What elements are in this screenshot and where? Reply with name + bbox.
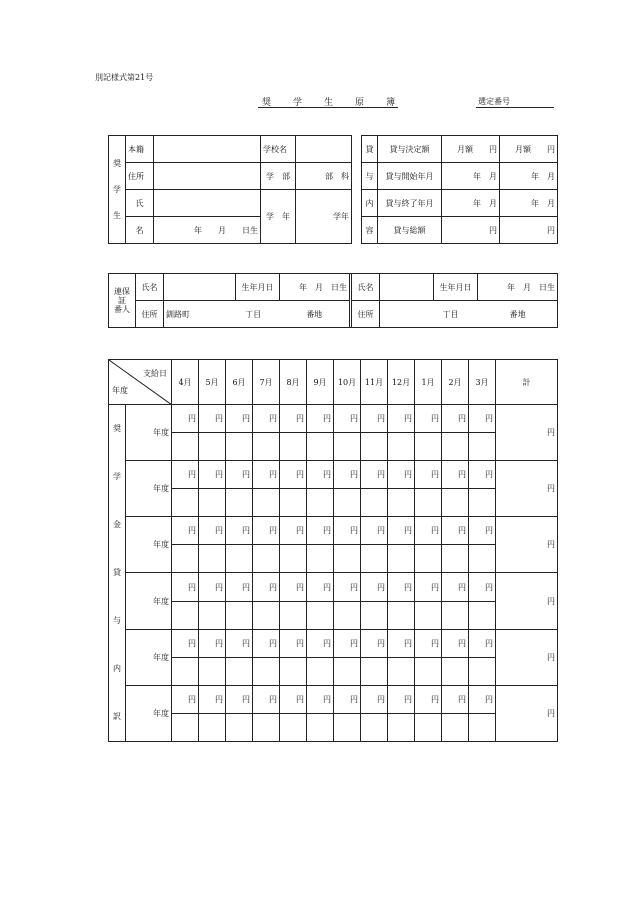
monthly-note-cell[interactable]: [442, 545, 469, 573]
town-name: 釧路町: [166, 309, 190, 319]
year-total-cell[interactable]: 円: [496, 405, 558, 461]
total-header: 計: [496, 360, 558, 405]
monthly-note-cell[interactable]: [172, 545, 199, 573]
loan-row-value-a: 年 月: [442, 163, 500, 190]
monthly-note-cell[interactable]: [172, 601, 199, 629]
fiscal-year-label: 年度: [126, 517, 172, 573]
monthly-amount-cell[interactable]: 円: [361, 685, 388, 713]
title-char: 奨: [262, 98, 272, 108]
monthly-amount-cell[interactable]: 円: [415, 461, 442, 489]
monthly-amount-cell[interactable]: 円: [280, 461, 307, 489]
student-table: [108, 135, 352, 244]
monthly-note-cell[interactable]: [442, 714, 469, 742]
banchi-label: 番地: [306, 309, 323, 319]
monthly-amount-cell[interactable]: 円: [226, 461, 253, 489]
monthly-note-cell[interactable]: [388, 714, 415, 742]
monthly-note-cell[interactable]: [388, 433, 415, 461]
monthly-note-cell[interactable]: [361, 433, 388, 461]
monthly-amount-cell[interactable]: 円: [307, 461, 334, 489]
honseki-label: 本籍: [126, 136, 154, 163]
side-char: 奨: [113, 424, 121, 434]
loan-table: [361, 135, 558, 244]
form-number: 別記様式第21号: [95, 73, 154, 82]
honseki-field[interactable]: [154, 136, 261, 163]
monthly-note-cell[interactable]: [415, 601, 442, 629]
monthly-amount-cell[interactable]: 円: [280, 405, 307, 433]
title-char: 簿: [386, 98, 396, 108]
monthly-amount-cell[interactable]: 円: [280, 517, 307, 545]
selection-number-label: 選定番号: [478, 97, 510, 106]
monthly-note-cell[interactable]: [469, 545, 496, 573]
monthly-note-cell[interactable]: [199, 433, 226, 461]
guarantor2-birth-label: 生年月日: [434, 274, 478, 301]
monthly-amount-cell[interactable]: 円: [226, 517, 253, 545]
title-underline: [258, 107, 398, 108]
monthly-note-cell[interactable]: [469, 657, 496, 685]
monthly-note-cell[interactable]: [226, 433, 253, 461]
side-char: 貸: [113, 568, 121, 578]
title-char: 学: [293, 98, 303, 108]
monthly-amount-cell[interactable]: 円: [442, 405, 469, 433]
monthly-note-cell[interactable]: [253, 489, 280, 517]
monthly-note-cell[interactable]: [172, 489, 199, 517]
grade-label: 学 年: [261, 190, 296, 244]
monthly-note-cell[interactable]: [469, 601, 496, 629]
monthly-note-cell[interactable]: [280, 657, 307, 685]
monthly-amount-cell[interactable]: 円: [307, 685, 334, 713]
monthly-amount-cell[interactable]: 円: [388, 573, 415, 601]
monthly-note-cell[interactable]: [361, 545, 388, 573]
side-char: 生: [113, 210, 121, 220]
student-side-label: [109, 136, 126, 244]
year-total-cell[interactable]: 円: [496, 517, 558, 573]
side-line: 証: [118, 296, 126, 305]
monthly-note-cell[interactable]: [280, 489, 307, 517]
address-field[interactable]: [154, 163, 261, 190]
month-header: 12月: [388, 360, 415, 405]
monthly-amount-cell[interactable]: 円: [226, 573, 253, 601]
month-header: 6月: [226, 360, 253, 405]
loan-row-value-a: 月額 円: [442, 136, 500, 163]
address-label: 住所: [126, 163, 154, 190]
monthly-note-cell[interactable]: [226, 657, 253, 685]
monthly-amount-cell[interactable]: 円: [307, 517, 334, 545]
monthly-note-cell[interactable]: [334, 714, 361, 742]
monthly-note-cell[interactable]: [253, 714, 280, 742]
loan-row-label: 貸与総額: [378, 217, 442, 244]
diagonal-line: [109, 360, 172, 405]
month-header: 7月: [253, 360, 280, 405]
monthly-amount-cell[interactable]: 円: [253, 685, 280, 713]
monthly-amount-cell[interactable]: 円: [442, 461, 469, 489]
monthly-note-cell[interactable]: [307, 714, 334, 742]
monthly-amount-cell[interactable]: 円: [334, 685, 361, 713]
guarantor-table: [108, 273, 558, 328]
header-corner: [109, 360, 172, 405]
monthly-note-cell[interactable]: [253, 601, 280, 629]
monthly-note-cell[interactable]: [199, 545, 226, 573]
loan-row-label: 貸与開始年月: [378, 163, 442, 190]
monthly-amount-cell[interactable]: 円: [226, 405, 253, 433]
monthly-note-cell[interactable]: [307, 433, 334, 461]
monthly-amount-cell[interactable]: 円: [199, 629, 226, 657]
monthly-amount-cell[interactable]: 円: [172, 405, 199, 433]
year-total-cell[interactable]: 円: [496, 461, 558, 517]
guarantor2-birth-value: 年 月 日生: [478, 274, 558, 301]
monthly-amount-cell[interactable]: 円: [172, 573, 199, 601]
fiscal-year-label: 年度: [126, 405, 172, 461]
month-header: 11月: [361, 360, 388, 405]
monthly-amount-cell[interactable]: 円: [388, 685, 415, 713]
monthly-amount-cell[interactable]: 円: [388, 517, 415, 545]
monthly-note-cell[interactable]: [334, 545, 361, 573]
monthly-amount-cell[interactable]: 円: [415, 573, 442, 601]
birth-date: 年 月 日生: [154, 217, 261, 244]
loan-row-value-a: 年 月: [442, 190, 500, 217]
monthly-amount-cell[interactable]: 円: [469, 685, 496, 713]
year-total-cell[interactable]: 円: [496, 573, 558, 629]
fiscal-year-label: 年度: [126, 629, 172, 685]
monthly-amount-cell[interactable]: 円: [172, 517, 199, 545]
monthly-note-cell[interactable]: [415, 657, 442, 685]
department-label: 部 科: [296, 163, 352, 190]
monthly-amount-cell[interactable]: 円: [442, 685, 469, 713]
chome-label: 丁目: [442, 309, 459, 319]
side-char: 与: [113, 616, 121, 626]
side-char: 学: [113, 184, 121, 194]
monthly-amount-cell[interactable]: 円: [361, 461, 388, 489]
header-payday-label: 支給日: [143, 369, 167, 378]
monthly-note-cell[interactable]: [415, 714, 442, 742]
side-char: 金: [113, 520, 121, 530]
monthly-note-cell[interactable]: [361, 489, 388, 517]
monthly-amount-cell[interactable]: 円: [334, 629, 361, 657]
payments-table: [108, 359, 558, 742]
monthly-note-cell[interactable]: [280, 433, 307, 461]
monthly-note-cell[interactable]: [253, 545, 280, 573]
loan-side-char: 容: [362, 217, 378, 244]
monthly-note-cell[interactable]: [388, 601, 415, 629]
monthly-note-cell[interactable]: [280, 545, 307, 573]
monthly-note-cell[interactable]: [469, 433, 496, 461]
monthly-note-cell[interactable]: [307, 489, 334, 517]
monthly-amount-cell[interactable]: 円: [253, 517, 280, 545]
guarantor-name-field[interactable]: [164, 274, 236, 301]
monthly-note-cell[interactable]: [199, 489, 226, 517]
loan-row-value-a: 円: [442, 217, 500, 244]
monthly-note-cell[interactable]: [334, 601, 361, 629]
monthly-amount-cell[interactable]: 円: [199, 685, 226, 713]
monthly-amount-cell[interactable]: 円: [199, 461, 226, 489]
side-char: 奨: [113, 158, 121, 168]
monthly-amount-cell[interactable]: 円: [307, 573, 334, 601]
monthly-amount-cell[interactable]: 円: [172, 685, 199, 713]
monthly-amount-cell[interactable]: 円: [334, 573, 361, 601]
monthly-note-cell[interactable]: [307, 545, 334, 573]
guarantor2-name-label: 氏名: [352, 274, 380, 301]
loan-row-value-b: 円: [500, 217, 558, 244]
monthly-note-cell[interactable]: [226, 601, 253, 629]
month-header: 10月: [334, 360, 361, 405]
monthly-note-cell[interactable]: [388, 657, 415, 685]
year-total-cell[interactable]: 円: [496, 629, 558, 685]
side-line: 番人: [114, 305, 130, 314]
monthly-amount-cell[interactable]: 円: [469, 405, 496, 433]
side-char: 内: [113, 664, 121, 674]
grade-field: 学年: [296, 190, 352, 244]
side-char: 訳: [113, 712, 121, 722]
title-char: 生: [324, 98, 334, 108]
monthly-amount-cell[interactable]: 円: [307, 405, 334, 433]
monthly-amount-cell[interactable]: 円: [415, 517, 442, 545]
monthly-amount-cell[interactable]: 円: [280, 685, 307, 713]
fiscal-year-label: 年度: [126, 685, 172, 741]
guarantor2-name-field[interactable]: [380, 274, 434, 301]
guarantor-address-field[interactable]: [164, 301, 350, 328]
monthly-note-cell[interactable]: [172, 657, 199, 685]
month-header: 2月: [442, 360, 469, 405]
payments-side-label: [109, 405, 126, 742]
monthly-amount-cell[interactable]: 円: [361, 629, 388, 657]
monthly-note-cell[interactable]: [415, 489, 442, 517]
monthly-note-cell[interactable]: [388, 489, 415, 517]
guarantor2-address-field[interactable]: [380, 301, 558, 328]
monthly-amount-cell[interactable]: 円: [361, 517, 388, 545]
monthly-note-cell[interactable]: [226, 545, 253, 573]
monthly-amount-cell[interactable]: 円: [280, 629, 307, 657]
loan-row-label: 貸与終了年月: [378, 190, 442, 217]
school-name-field[interactable]: [296, 136, 352, 163]
selection-number-field[interactable]: [476, 107, 554, 108]
month-header: 9月: [307, 360, 334, 405]
monthly-note-cell[interactable]: [361, 601, 388, 629]
month-header: 1月: [415, 360, 442, 405]
monthly-note-cell[interactable]: [199, 714, 226, 742]
monthly-amount-cell[interactable]: 円: [415, 405, 442, 433]
monthly-note-cell[interactable]: [199, 657, 226, 685]
month-header: 5月: [199, 360, 226, 405]
guarantor-name-label: 氏名: [136, 274, 164, 301]
name-label-2: 名: [126, 217, 154, 244]
fiscal-year-label: 年度: [126, 573, 172, 629]
guarantor-birth-value: 年 月 日生: [280, 274, 350, 301]
year-total-cell[interactable]: 円: [496, 685, 558, 741]
monthly-amount-cell[interactable]: 円: [172, 461, 199, 489]
monthly-amount-cell[interactable]: 円: [307, 629, 334, 657]
monthly-amount-cell[interactable]: 円: [361, 405, 388, 433]
monthly-amount-cell[interactable]: 円: [334, 405, 361, 433]
monthly-amount-cell[interactable]: 円: [388, 405, 415, 433]
monthly-amount-cell[interactable]: 円: [253, 573, 280, 601]
monthly-note-cell[interactable]: [415, 433, 442, 461]
monthly-note-cell[interactable]: [415, 545, 442, 573]
monthly-amount-cell[interactable]: 円: [388, 461, 415, 489]
title-char: 原: [355, 98, 365, 108]
month-header: 3月: [469, 360, 496, 405]
month-header: 8月: [280, 360, 307, 405]
faculty-label: 学 部: [261, 163, 296, 190]
monthly-note-cell[interactable]: [280, 714, 307, 742]
loan-side-char: 内: [362, 190, 378, 217]
guarantor-address-label: 住所: [136, 301, 164, 328]
monthly-note-cell[interactable]: [469, 489, 496, 517]
monthly-note-cell[interactable]: [280, 601, 307, 629]
guarantor-birth-label: 生年月日: [236, 274, 280, 301]
monthly-amount-cell[interactable]: 円: [469, 461, 496, 489]
monthly-amount-cell[interactable]: 円: [415, 629, 442, 657]
side-char: 学: [113, 472, 121, 482]
loan-row-value-b: 年 月: [500, 163, 558, 190]
banchi-label: 番地: [509, 309, 526, 319]
guarantor-side-label: [109, 274, 136, 328]
monthly-note-cell[interactable]: [307, 657, 334, 685]
monthly-note-cell[interactable]: [442, 489, 469, 517]
monthly-amount-cell[interactable]: 円: [469, 573, 496, 601]
header-year-label: 年度: [112, 386, 128, 396]
month-header: 4月: [172, 360, 199, 405]
monthly-note-cell[interactable]: [226, 489, 253, 517]
monthly-amount-cell[interactable]: 円: [415, 685, 442, 713]
monthly-amount-cell[interactable]: 円: [280, 573, 307, 601]
monthly-note-cell[interactable]: [253, 433, 280, 461]
monthly-note-cell[interactable]: [172, 714, 199, 742]
monthly-amount-cell[interactable]: 円: [334, 517, 361, 545]
monthly-amount-cell[interactable]: 円: [334, 461, 361, 489]
monthly-note-cell[interactable]: [388, 545, 415, 573]
monthly-amount-cell[interactable]: 円: [361, 573, 388, 601]
monthly-note-cell[interactable]: [253, 657, 280, 685]
monthly-amount-cell[interactable]: 円: [253, 405, 280, 433]
monthly-note-cell[interactable]: [361, 657, 388, 685]
monthly-note-cell[interactable]: [334, 433, 361, 461]
monthly-note-cell[interactable]: [361, 714, 388, 742]
monthly-amount-cell[interactable]: 円: [199, 573, 226, 601]
monthly-note-cell[interactable]: [442, 433, 469, 461]
name-label-1: 氏: [126, 190, 154, 217]
monthly-note-cell[interactable]: [199, 601, 226, 629]
monthly-note-cell[interactable]: [172, 433, 199, 461]
monthly-note-cell[interactable]: [307, 601, 334, 629]
monthly-amount-cell[interactable]: 円: [226, 685, 253, 713]
monthly-note-cell[interactable]: [334, 489, 361, 517]
side-line: 連保: [114, 287, 130, 296]
monthly-amount-cell[interactable]: 円: [172, 629, 199, 657]
school-name-label: 学校名: [261, 136, 296, 163]
monthly-amount-cell[interactable]: 円: [199, 405, 226, 433]
monthly-amount-cell[interactable]: 円: [469, 517, 496, 545]
monthly-amount-cell[interactable]: 円: [253, 629, 280, 657]
loan-side-char: 貸: [362, 136, 378, 163]
name-field[interactable]: [154, 190, 261, 217]
loan-row-value-b: 月額 円: [500, 136, 558, 163]
monthly-note-cell[interactable]: [334, 657, 361, 685]
chome-label: 丁目: [245, 309, 262, 319]
monthly-amount-cell[interactable]: 円: [442, 629, 469, 657]
monthly-amount-cell[interactable]: 円: [442, 517, 469, 545]
monthly-amount-cell[interactable]: 円: [469, 629, 496, 657]
monthly-amount-cell[interactable]: 円: [388, 629, 415, 657]
guarantor2-address-label: 住所: [352, 301, 380, 328]
monthly-amount-cell[interactable]: 円: [226, 629, 253, 657]
loan-side-char: 与: [362, 163, 378, 190]
monthly-amount-cell[interactable]: 円: [442, 573, 469, 601]
monthly-amount-cell[interactable]: 円: [253, 461, 280, 489]
monthly-note-cell[interactable]: [442, 657, 469, 685]
fiscal-year-label: 年度: [126, 461, 172, 517]
monthly-note-cell[interactable]: [469, 714, 496, 742]
loan-row-label: 貸与決定額: [378, 136, 442, 163]
monthly-note-cell[interactable]: [442, 601, 469, 629]
monthly-note-cell[interactable]: [226, 714, 253, 742]
monthly-amount-cell[interactable]: 円: [199, 517, 226, 545]
loan-row-value-b: 年 月: [500, 190, 558, 217]
